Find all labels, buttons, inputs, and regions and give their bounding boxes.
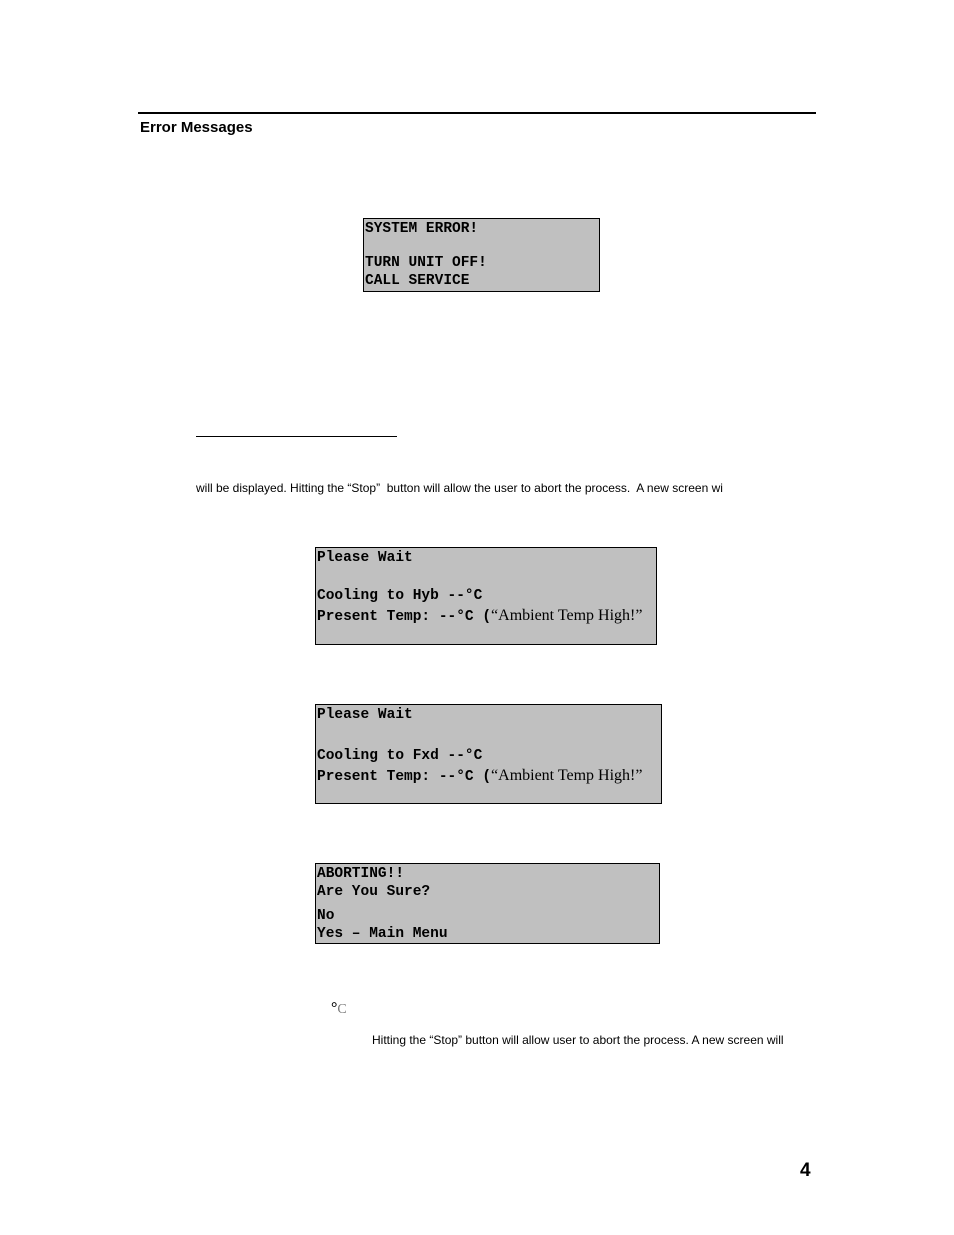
lcd-line: Are You Sure?: [317, 884, 431, 900]
lcd-line: SYSTEM ERROR!: [365, 221, 479, 237]
lcd-line: Please Wait: [317, 707, 413, 723]
lcd-line-note: “Ambient Temp High!”: [491, 607, 643, 624]
degree-symbol: °: [331, 1000, 338, 1017]
lcd-line: Please Wait: [317, 550, 413, 566]
footnote-rule: [196, 436, 397, 437]
top-rule: [138, 112, 816, 114]
system-error-display: [363, 218, 600, 292]
body-text-2: Hitting the “Stop” button will allow user to abort the process. A new screen will: [372, 1033, 784, 1047]
lcd-line: ABORTING!!: [317, 866, 405, 882]
cooling-hyb-display: [315, 547, 657, 645]
lcd-line: [317, 768, 642, 785]
section-title: Error Messages: [140, 119, 253, 136]
lcd-line: Cooling to Hyb --°C: [317, 588, 483, 604]
lcd-line: Yes – Main Menu: [317, 926, 448, 942]
lcd-line: CALL SERVICE: [365, 273, 470, 289]
degree-celsius-fragment: [331, 1000, 347, 1018]
lcd-line: Cooling to Fxd --°C: [317, 748, 483, 764]
lcd-line-prefix: Present Temp: --°C (: [317, 609, 492, 625]
lcd-line: No: [317, 908, 335, 924]
body-text-1: will be displayed. Hitting the “Stop” button will allow the user to abort the process. A new screen wi: [196, 481, 723, 495]
degree-unit: C: [337, 1002, 347, 1017]
page-number: 4: [800, 1160, 811, 1181]
lcd-line-prefix: Present Temp: --°C (: [317, 769, 492, 785]
lcd-line-note: “Ambient Temp High!”: [491, 767, 643, 784]
cooling-fxd-display: [315, 704, 662, 804]
lcd-line: [317, 608, 642, 625]
aborting-display: [315, 863, 660, 944]
lcd-line: TURN UNIT OFF!: [365, 255, 487, 271]
